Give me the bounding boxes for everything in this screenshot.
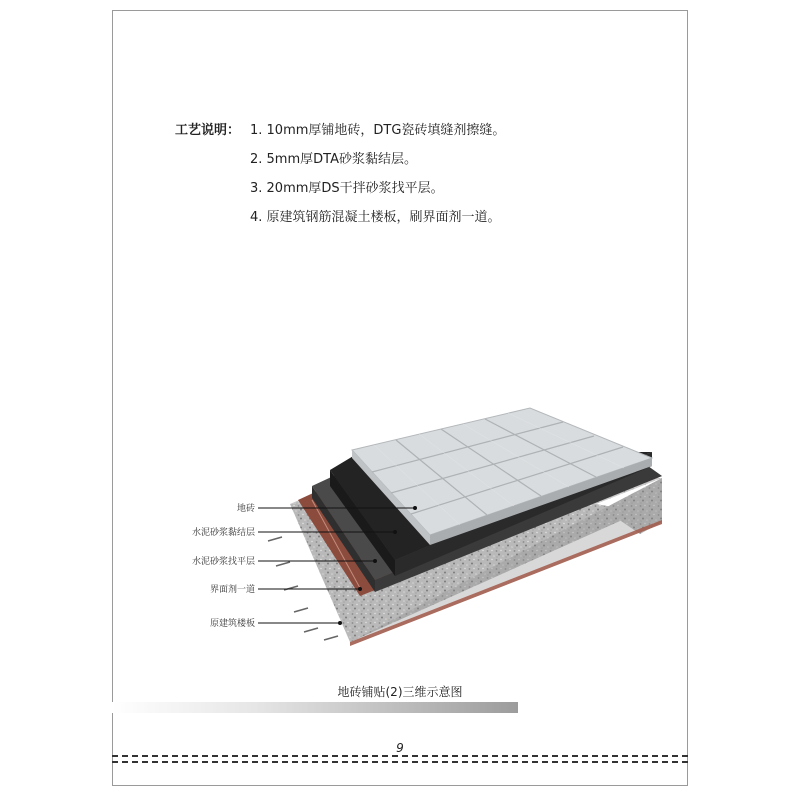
label-floor-tile: 地砖: [236, 504, 255, 514]
figure-caption: 地砖铺贴(2)三维示意图: [337, 685, 463, 699]
footer-dashed-line: [112, 761, 688, 763]
label-leveling-layer: 水泥砂浆找平层: [191, 557, 255, 567]
label-bonding-layer: 水泥砂浆黏结层: [191, 528, 255, 538]
note-item: 2. 5mm厚DTA砂浆黏结层。: [250, 152, 417, 167]
note-item: 3. 20mm厚DS干拌砂浆找平层。: [250, 181, 444, 196]
label-interface-agent: 界面剂一道: [209, 585, 255, 595]
note-item: 1. 10mm厚铺地砖，DTG瓷砖填缝剂擦缝。: [250, 123, 506, 138]
note-item: 4. 原建筑钢筋混凝土楼板，刷界面剂一道。: [250, 210, 501, 225]
footer-dashed-line: [112, 755, 688, 757]
label-original-slab: 原建筑楼板: [209, 619, 255, 629]
notes-label: 工艺说明：: [175, 123, 241, 138]
page-number: 9: [396, 741, 404, 755]
caption-gradient-bar: [112, 702, 518, 713]
